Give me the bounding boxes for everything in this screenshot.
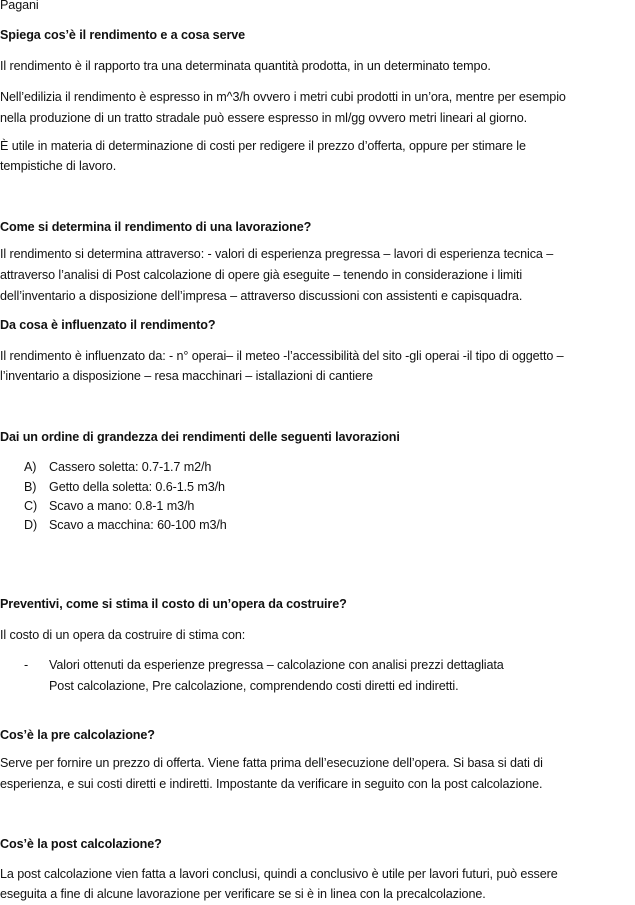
paragraph-line: È utile in materia di determinazione di costi per redigere il prezzo d’offerta, oppure per stimare le: [0, 139, 526, 153]
list-marker: B): [24, 480, 37, 494]
paragraph-line: attraverso l’analisi di Post calcolazione di opere già eseguite – tenendo in considerazione i limiti: [0, 268, 523, 282]
paragraph-line: Il rendimento è il rapporto tra una determinata quantità prodotta, in un determinato tempo.: [0, 59, 491, 73]
heading-preventivi: Preventivi, come si stima il costo di un’opera da costruire?: [0, 597, 347, 611]
paragraph-line: Il rendimento si determina attraverso: - valori di esperienza pregressa – lavori di esperienza tecnica –: [0, 247, 554, 261]
bullet-marker: -: [24, 658, 29, 672]
paragraph-line: nella produzione di un tratto stradale può essere espresso in ml/gg ovvero metri lineari al giorno.: [0, 111, 528, 125]
paragraph-line: Il rendimento è influenzato da: - n° operai– il meteo -l’accessibilità del sito -gli operai -il tipo di oggetto –: [0, 349, 564, 363]
paragraph-line: eseguita a fine di alcune lavorazione per verificare se si è in linea con la precalcolazione.: [0, 887, 486, 901]
author-name: Pagani: [0, 0, 39, 12]
paragraph-line: La post calcolazione vien fatta a lavori conclusi, quindi a conclusivo è utile per lavori futuri, può essere: [0, 867, 558, 881]
list-item: Scavo a mano: 0.8-1 m3/h: [49, 499, 195, 513]
bullet-item-line: Valori ottenuti da esperienze pregressa – calcolazione con analisi prezzi dettagliata: [49, 658, 504, 672]
paragraph-line: dell’inventario a disposizione dell’impresa – attraverso discussioni con assistenti e capisquadra.: [0, 289, 523, 303]
paragraph-line: l’inventario a disposizione – resa macchinari – istallazioni di cantiere: [0, 369, 373, 383]
heading-post-calcolazione: Cos’è la post calcolazione?: [0, 837, 162, 851]
heading-ordine: Dai un ordine di grandezza dei rendimenti delle seguenti lavorazioni: [0, 430, 400, 444]
paragraph-line: Serve per fornire un prezzo di offerta. Viene fatta prima dell’esecuzione dell’opera. Si basa si dati di: [0, 756, 543, 770]
paragraph-line: Il costo di un opera da costruire di stima con:: [0, 628, 246, 642]
bullet-item-line: Post calcolazione, Pre calcolazione, comprendendo costi diretti ed indiretti.: [49, 679, 459, 693]
list-item: Getto della soletta: 0.6-1.5 m3/h: [49, 480, 225, 494]
heading-rendimento: Spiega cos’è il rendimento e a cosa serve: [0, 28, 246, 42]
list-item: Scavo a macchina: 60-100 m3/h: [49, 518, 227, 532]
heading-pre-calcolazione: Cos’è la pre calcolazione?: [0, 728, 155, 742]
paragraph-line: esperienza, e sui costi diretti e indiretti. Impostante da verificare in seguito con la post calcolazione.: [0, 777, 543, 791]
list-item: Cassero soletta: 0.7-1.7 m2/h: [49, 460, 212, 474]
paragraph-line: tempistiche di lavoro.: [0, 159, 117, 173]
list-marker: A): [24, 460, 37, 474]
paragraph-line: Nell’edilizia il rendimento è espresso in m^3/h ovvero i metri cubi prodotti in un’ora, mentre per esempio: [0, 90, 566, 104]
list-marker: D): [24, 518, 38, 532]
heading-influenza: Da cosa è influenzato il rendimento?: [0, 318, 216, 332]
heading-determina: Come si determina il rendimento di una lavorazione?: [0, 220, 312, 234]
list-marker: C): [24, 499, 38, 513]
